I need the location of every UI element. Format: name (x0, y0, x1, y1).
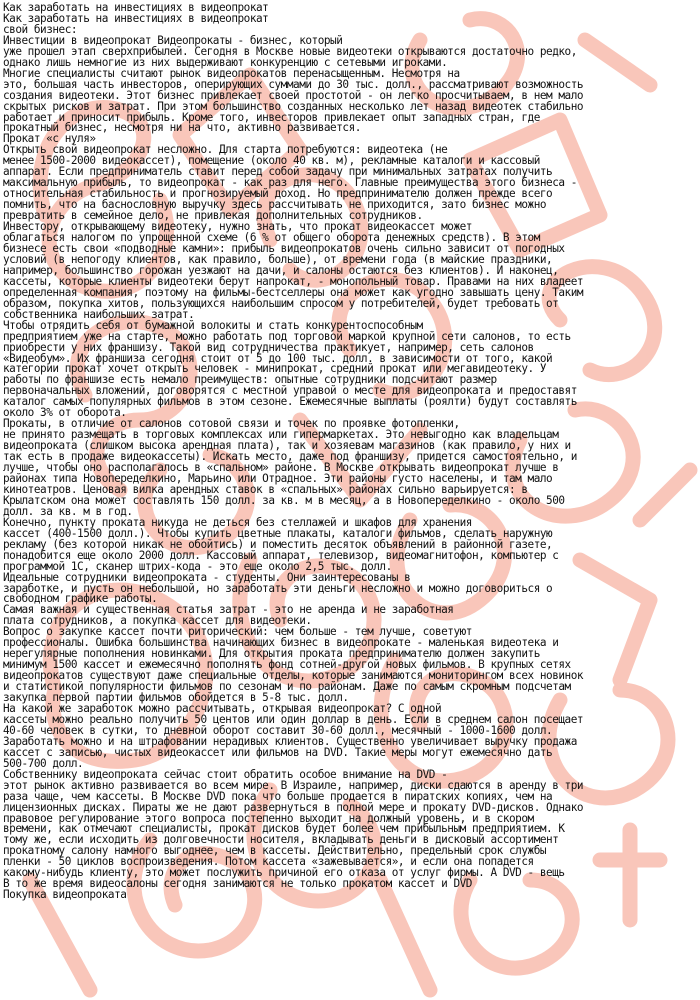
paragraph: Самая важная и существенная статья затрат - это не аренда и не заработная плата сотрудников, а покупка кассет для видеотеки. (3, 603, 454, 628)
paragraph: Чтобы отрядить себя от бумажной волокиты и стать конкурентоспособным предприятием уже на старте, можно работать под торговой маркой крупной сети салонов, то есть приобрести у них франшизу. Такой вид сотрудничества практикует, например, сеть салонов «Видеобум». Их франшиза сегодня стоит от 5 до 100 тыс. долл. в зависимости от того, какой категории прокат хочет открыть человек - минипрокат, средний прокат или мегавидеотеку. У работы по франшизе есть немало преимуществ: опытные сотрудники подсчитают размер первоначальных вложений, договорятся с местной управой о месте для видеопроката и предоставят каталог самых популярных фильмов в этом сезоне. Ежемесячные выплаты (роялти) будут составлять около 3% от оборота. (3, 318, 577, 420)
paragraph: Прокаты, в отличие от салонов сотовой связи и точек по проявке фотопленки, не принято размещать в торговых комплексах или гипермаркетах. Это невыгодно как владельцам видеопроката (слишком высока арендная плата), так и хозяевам магазинов (как правило, у них и так есть в продаже видеокассеты). Искать место, даже под франшизу, придется самостоятельно, и лучше, чтобы оно располагалось в «спальном» районе. В Москве открывать видеопрокат лучше в районах типа Новопеределкино, Марьино или Отрадное. Эти районы густо населены, и там мало кинотеатров. Ценовая вилка арендных ставок в «спальных» районах сильно варьируется: в Крылатском она может составлять 150 долл. за кв. м в месяц, а в Новопеределкино - около 500 долл. за кв. м в год. (3, 417, 577, 518)
paragraph: На какой же заработок можно рассчитывать, открывая видеопрокат? С одной кассеты можно реально получить 50 центов или один доллар в день. Если в среднем салон посещает 40-60 человек в сутки, то дневной оборот составит 30-60 долл., месячный - 1000-1600 долл. Заработать можно и на штрафовании нерадивых клиентов. Существенно увеличивает выручку продажа кассет с записью, чистых видеокассет или фильмов на DVD. Такие меры могут ежемесячно дать 500-700 долл. (3, 702, 584, 770)
paragraph: Идеальные сотрудники видеопроката - студенты. Они заинтересованы в заработке, и пусть он небольшой, но заработать эти деньги несложно и можно договориться о свободном графике работы. (3, 570, 553, 606)
paragraph: Собственнику видеопроката сейчас стоит обратить особое внимание на DVD - этот рынок активно развивается во всем мире. В Израиле, например, диски сдаются в аренду в три раза чаще, чем кассеты. В Москве DVD пока что больше продается в пиратских копиях, чем на лицензионных дисках. Пираты же не дают развернуться в полной мере и прокату DVD-дисков. Однако правовое регулирование этого вопроса постепенно выходит на должный уровень, и в скором времени, как отмечают специалисты, прокат дисков будет более чем прибыльным предприятием. К тому же, если исходить из долговечности носителя, вкладывать деньги в дисковый ассортимент прокатному салону намного выгоднее, чем в кассеты. Действительно, предельный срок службы пленки - 50 циклов воспроизведения. Потом кассета «зажевывается», и если она попадется какому-нибудь клиенту, это может послужить причиной его отказа от услуг фирмы. А DVD - вещь В то же время видеосалоны сегодня занимаются не только прокатом кассет и DVD (3, 767, 584, 891)
section-heading: Покупка видеопроката (3, 888, 127, 902)
document-body (3, 3, 697, 901)
paragraph: Инвестиции в видеопрокат Видеопрокаты - бизнес, который уже прошел этап сверхприбылей. Сегодня в Москве новые видеотеки открываются достаточно редко, однако лишь немногие из них выдерживают конкуренцию с сетевыми игроками. (3, 33, 577, 69)
document-title-line: Как заработать на инвестициях в видеопрокат (3, 1, 269, 14)
paragraph: Открыть свой видеопрокат несложно. Для старта потребуются: видеотека (не менее 1500-2000 видеокассет), помещение (около 40 кв. м), рекламные каталоги и кассовый аппарат. Если предприниматель ставит перед собой задачу при минимальных затратах получить максимальную прибыль, то видеопрокат - как раз для него. Главные преимущества этого бизнеса - относительная стабильность и прогнозируемый доход. Но предпринимателю должен прежде всего помнить, что на баснословную выручку здесь рассчитывать не приходится, зато бизнес можно превратить в семейное дело, не привлекая дополнительных сотрудников. (3, 143, 577, 223)
paragraph: Многие специалисты считают рынок видеопрокатов перенасыщенным. Несмотря на это, большая часть инвесторов, оперирующих суммами до 30 тыс. долл., рассматривают возможность создания видеотеки. Этот бизнес привлекает своей простотой - он легко просчитываем, в нем мало скрытых рисков и затрат. При этом большинство созданных несколько лет назад видеотек стабильно работает и приносит прибыль. Кроме того, инвесторов привлекает опыт западных стран, где прокатный бизнес, несмотря ни на что, активно развивается. (3, 66, 584, 135)
document-subtitle: свой бизнес: (3, 22, 78, 36)
paragraph: Инвестору, открывающему видеотеку, нужно знать, что прокат видеокассет может облагаться налогом по упрощенной схеме (6 % от общего оборота денежных средств). В этом бизнесе есть свои «подводные камни»: прибыль видеопрокатов очень сильно зависит от погодных условий (в непогоду клиентов, как правило, больше), от времени года (в майские праздники, например, большинство горожан уезжают на дачи, и салоны остаются без клиентов). И наконец, кассеты, которые клиенты видеотеки берут напрокат, - монопольный товар. Правами на них владеет определенная компания, поэтому на фильмы-бестселлеры она может как угодно завышать цену. Таким образом, покупка хитов, пользующихся наибольшим спросом у потребителей, будет требовать от собственника наибольших затрат. (3, 220, 584, 321)
paragraph: Конечно, пункту проката никуда не деться без стеллажей и шкафов для хранения кассет (400-1500 долл.). Чтобы купить цветные плакаты, каталоги фильмов, сделать наружную рекламу (без которой никак не обойтись) и поместить десяток объявлений в районной газете, понадобится еще около 2000 долл. Кассовый аппарат, телевизор, видеомагнитофон, компьютер с программой 1С, сканер штрих-кода - это еще около 2,5 тыс. долл. (3, 515, 559, 573)
section-heading: Прокат «с нуля» (3, 132, 96, 146)
paragraph: Вопрос о закупке кассет почти риторический: чем больше - тем лучше, советуют профессионалы. Ошибка большинства начинающих бизнес в видеопрокате - маленькая видеотека и нерегулярные пополнения новинками. Для открытия проката предпринимателю должен закупить минимум 1500 кассет и ежемесячно пополнять фонд сотней-другой новых фильмов. В крупных сетях видеопрокатов существуют даже специальные отделы, которые занимаются мониторингом всех новинок и статистикой популярности фильмов по сезонам и по районам. Даже по самым скромным подсчетам закупка первой партии фильмов обойдется в 5-8 тыс. долл. (3, 625, 584, 705)
document-title-line: Как заработать на инвестициях в видеопрокат (3, 11, 269, 25)
